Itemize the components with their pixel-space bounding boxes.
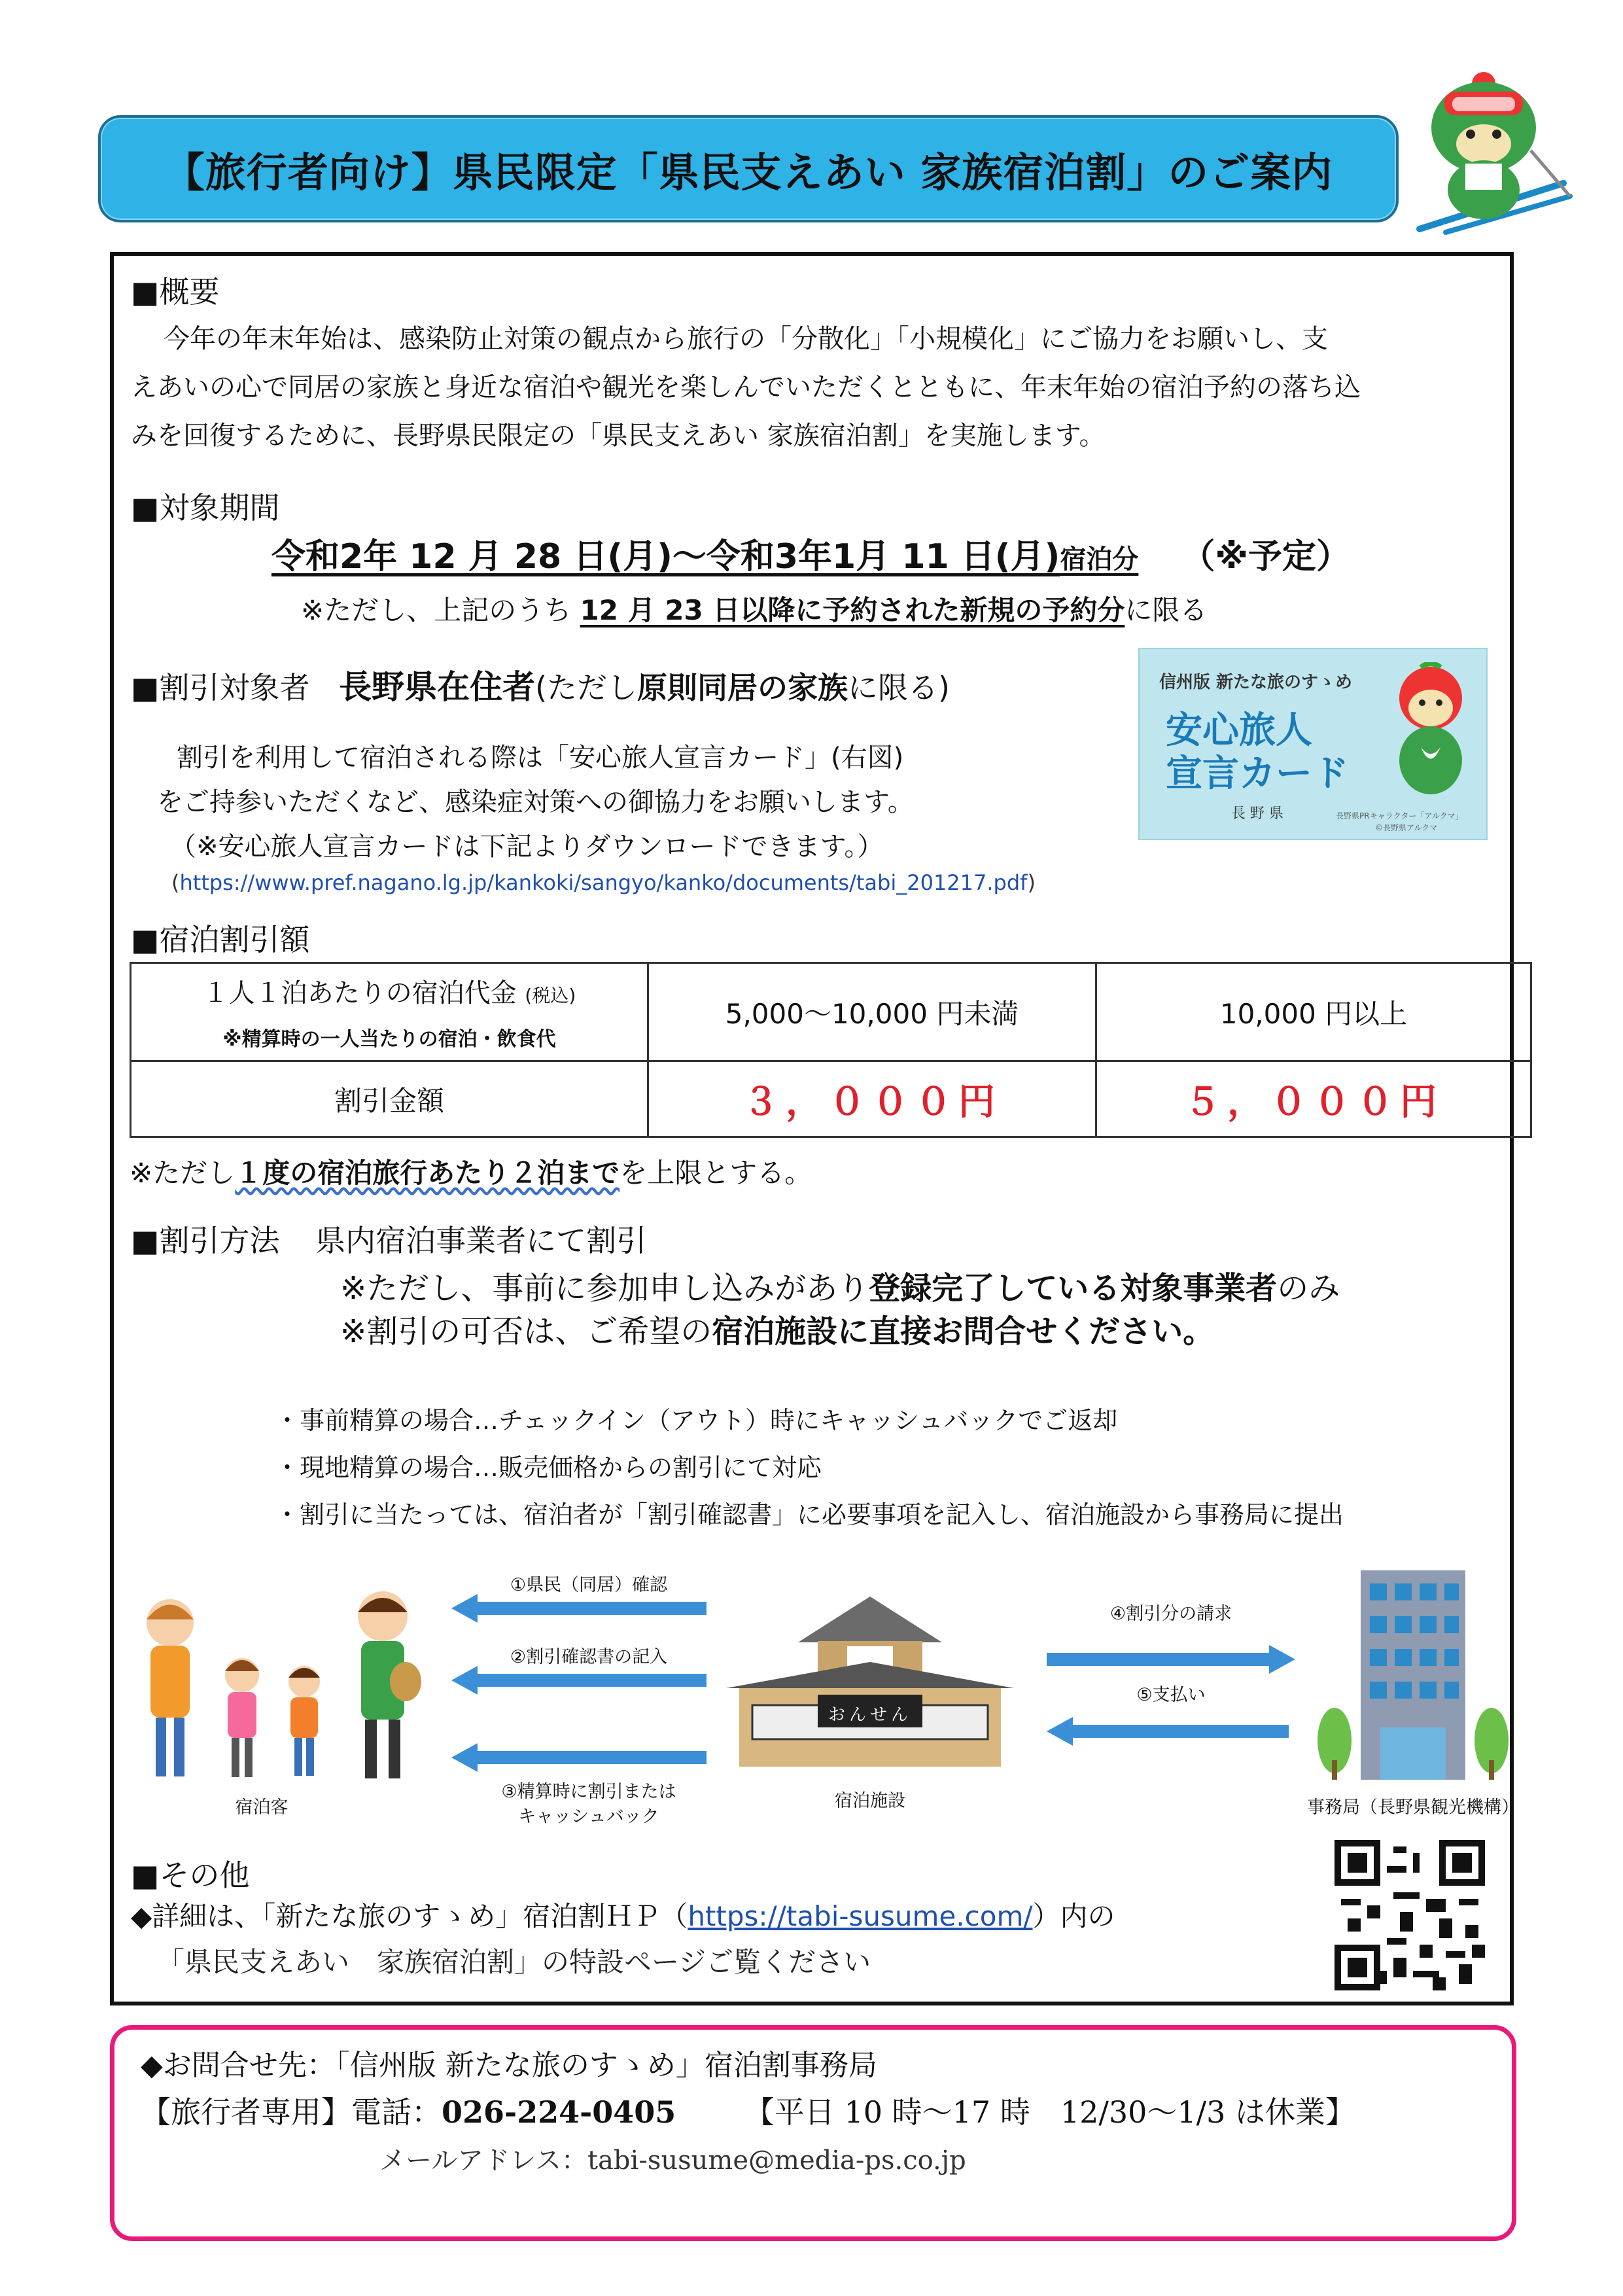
family-illustration bbox=[131, 1583, 445, 1786]
method-bullet-2: ・現地精算の場合…販売価格からの割引にて対応 bbox=[275, 1453, 822, 1482]
method-note-2 bbox=[340, 1306, 1214, 1351]
discount-limit-emph: １度の宿泊旅行あたり２泊まで bbox=[235, 1157, 620, 1189]
target-cond-emph: 原則同居の家族 bbox=[637, 670, 848, 705]
card-credit-2: ©長野県アルクマ bbox=[1375, 823, 1438, 832]
discount-col-label-cell bbox=[131, 963, 648, 1061]
discount-range-2: 10,000 円以上 bbox=[1096, 963, 1531, 1061]
title-banner bbox=[98, 115, 1399, 222]
period-heading: ■対象期間 bbox=[131, 490, 280, 525]
discount-range-1: 5,000～10,000 円未満 bbox=[648, 963, 1096, 1061]
target-line-2: をご持参いただくなど、感染症対策への御協力をお願いします。 bbox=[157, 787, 914, 817]
flow-office-label: 事務局（長野県観光機構） bbox=[1307, 1797, 1519, 1818]
period-planned: （※予定） bbox=[1181, 537, 1350, 576]
method-note-1-emph: 登録完了している対象事業者 bbox=[869, 1270, 1278, 1307]
other-url-link[interactable]: https://tabi-susume.com/ bbox=[688, 1900, 1033, 1932]
card-credit-1: 長野県PRキャラクター「アルクマ」 bbox=[1336, 811, 1463, 821]
discount-amount-2: ５，０００円 bbox=[1096, 1061, 1531, 1137]
method-note-2-prefix: ※割引の可否は、ご希望の bbox=[340, 1313, 712, 1350]
facility-sign: おんせん bbox=[828, 1705, 912, 1725]
qr-code[interactable] bbox=[1335, 1840, 1485, 1990]
method-note-1-prefix: ※ただし、事前に参加申し込みがあり bbox=[340, 1270, 869, 1307]
overview-line-1: 今年の年末年始は、感染防止対策の観点から旅行の「分散化」「小規模化」にご協力をお願いし、支 bbox=[164, 324, 1328, 354]
contact-email[interactable]: メールアドレス：tabi-susume@media-ps.co.jp bbox=[379, 2146, 966, 2176]
discount-limit-suffix: を上限とする。 bbox=[620, 1157, 812, 1189]
flow-step-5: ⑤支払い bbox=[1136, 1685, 1206, 1705]
period-note bbox=[301, 589, 1207, 628]
discount-limit-prefix: ※ただし bbox=[130, 1157, 236, 1189]
overview-line-3: みを回復するために、長野県民限定の「県民支えあい 家族宿泊割」を実施します。 bbox=[131, 421, 1106, 451]
period-note-suffix: に限る bbox=[1125, 594, 1208, 626]
overview-heading: ■概要 bbox=[131, 274, 220, 309]
method-note-1-suffix: のみ bbox=[1277, 1270, 1340, 1307]
flow-step-3a: ③精算時に割引または bbox=[501, 1782, 676, 1802]
page-title: 【旅行者向け】県民限定「県民支えあい 家族宿泊割」のご案内 bbox=[164, 148, 1333, 196]
card-footer: 長 野 県 bbox=[1231, 805, 1283, 822]
contact-phone[interactable]: 026-224-0405 bbox=[442, 2094, 676, 2130]
flow-step-1: ①県民（同居）確認 bbox=[510, 1575, 668, 1595]
discount-heading: ■宿泊割引額 bbox=[131, 922, 310, 957]
period-dates: 令和2年 12 月 28 日(月)～令和3年1月 11 日(月) bbox=[271, 537, 1060, 576]
target-url-link[interactable]: https://www.pref.nagano.lg.jp/kankoki/sangyo/kanko/documents/tabi_201217.pdf bbox=[179, 870, 1028, 895]
flow-step-3b: キャッシュバック bbox=[518, 1807, 659, 1827]
period-suffix: 宿泊分 bbox=[1060, 544, 1139, 574]
target-cond-prefix: (ただし bbox=[535, 670, 638, 705]
target-url-row: (https://www.pref.nagano.lg.jp/kankoki/sangyo/kanko/documents/tabi_201217.pdf) bbox=[171, 870, 1036, 895]
discount-col-label-tax: (税込) bbox=[525, 985, 576, 1006]
flow-diagram bbox=[131, 1570, 1519, 1827]
period-note-emph: 12 月 23 日以降に予約された新規の予約分 bbox=[580, 594, 1125, 626]
discount-limit bbox=[130, 1152, 812, 1191]
card-title-2: 宣言カード bbox=[1166, 752, 1349, 795]
method-how: 県内宿泊事業者にて割引 bbox=[315, 1223, 647, 1258]
method-note-2-emph: 宿泊施設に直接お問合せください。 bbox=[712, 1313, 1215, 1350]
other-line-1 bbox=[131, 1895, 1115, 1934]
flow-arrows-guest-facility bbox=[451, 1570, 713, 1786]
other-line-2: 「県民支えあい 家族宿泊割」の特設ページご覧ください bbox=[157, 1946, 871, 1978]
contact-hours: 【平日 10 時～17 時 12/30～1/3 は休業】 bbox=[744, 2094, 1356, 2130]
target-who: 長野県在住者 bbox=[339, 668, 536, 706]
method-bullet-3: ・割引に当たっては、宿泊者が「割引確認書」に必要事項を記入し、宿泊施設から事務局に提出 bbox=[275, 1500, 1344, 1529]
office-building-illustration bbox=[1315, 1570, 1511, 1786]
other-line-1-prefix: ◆詳細は、「新たな旅のすゝめ」宿泊割ＨＰ（ bbox=[131, 1900, 688, 1932]
target-line-3: （※安心旅人宣言カードは下記よりダウンロードできます。） bbox=[170, 832, 884, 862]
discount-row-label: 割引金額 bbox=[131, 1061, 648, 1137]
mascot-skier-illustration bbox=[1406, 65, 1577, 242]
period-dates-row bbox=[271, 529, 1350, 578]
period-note-prefix: ※ただし、上記のうち bbox=[301, 594, 572, 626]
flow-facility-label: 宿泊施設 bbox=[835, 1791, 905, 1811]
card-mascot-icon bbox=[1382, 662, 1480, 800]
target-line-1: 割引を利用して宿泊される際は「安心旅人宣言カード」(右図) bbox=[177, 743, 904, 773]
flow-guest-label: 宿泊客 bbox=[235, 1797, 288, 1818]
safe-traveler-card-image bbox=[1138, 648, 1488, 840]
contact-line-2 bbox=[141, 2089, 1355, 2132]
target-heading-row bbox=[131, 661, 950, 708]
hot-spring-facility-illustration bbox=[720, 1590, 1021, 1773]
overview-line-2: えあいの心で同居の家族と身近な宿泊や観光を楽しんでいただくとともに、年末年始の宿泊予約の落ち込 bbox=[131, 372, 1361, 402]
contact-line-1: ◆お問合せ先：「信州版 新たな旅のすゝめ」宿泊割事務局 bbox=[141, 2049, 877, 2082]
method-note-1 bbox=[340, 1263, 1340, 1308]
method-heading: ■割引方法 bbox=[131, 1223, 280, 1258]
contact-phone-label: 【旅行者専用】電話： bbox=[141, 2094, 442, 2130]
other-heading: ■その他 bbox=[131, 1858, 250, 1893]
discount-amount-1: ３，０００円 bbox=[648, 1061, 1096, 1137]
target-heading: ■割引対象者 bbox=[131, 670, 310, 705]
discount-table bbox=[130, 962, 1532, 1138]
card-title-1: 安心旅人 bbox=[1166, 709, 1312, 752]
discount-col-label: １人１泊あたりの宿泊代金 bbox=[202, 978, 517, 1008]
flow-step-2: ②割引確認書の記入 bbox=[510, 1647, 668, 1667]
flow-step-4: ④割引分の請求 bbox=[1109, 1604, 1232, 1624]
method-bullet-1: ・事前精算の場合…チェックイン（アウト）時にキャッシュバックでご返却 bbox=[275, 1406, 1118, 1435]
discount-col-label-note: ※精算時の一人当たりの宿泊・飲食代 bbox=[222, 1028, 556, 1051]
card-header: 信州版 新たな旅のすゝめ bbox=[1159, 673, 1353, 692]
other-line-1-suffix: ）内の bbox=[1032, 1900, 1115, 1932]
method-heading-row bbox=[131, 1217, 646, 1260]
target-cond-suffix: に限る) bbox=[848, 670, 950, 705]
